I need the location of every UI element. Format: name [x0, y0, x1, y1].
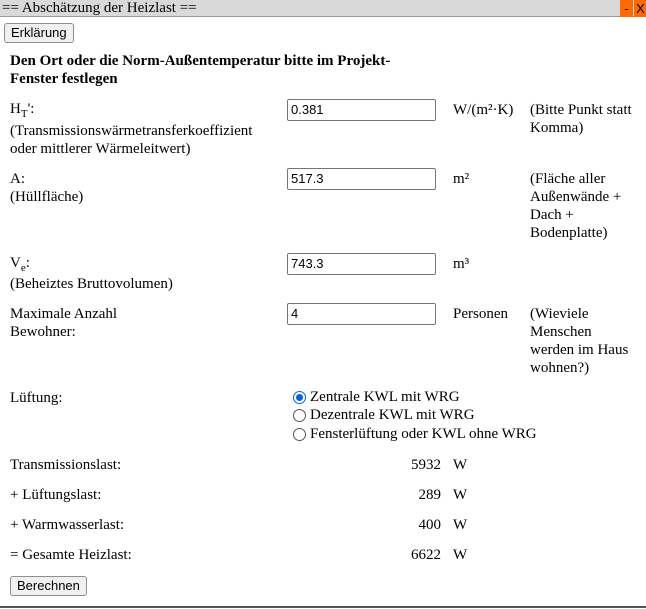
- transmission-load-label: Transmissionslast:: [10, 457, 122, 473]
- residents-note-line4: wohnen?): [530, 360, 590, 376]
- a-note-line2: Außenwände +: [530, 189, 622, 205]
- radio-label-central-ventilation[interactable]: Zentrale KWL mit WRG: [310, 389, 460, 405]
- ve-input[interactable]: 743.3: [287, 253, 436, 275]
- ventilation-load-value: 289: [418, 487, 441, 503]
- a-label: A:: [10, 171, 25, 187]
- ventilation-load-label: + Lüftungslast:: [10, 487, 102, 503]
- total-heating-load-label: = Gesamte Heizlast:: [10, 547, 132, 563]
- ventilation-load-unit: W: [453, 487, 468, 503]
- window-title: == Abschätzung der Heizlast ==: [2, 0, 197, 16]
- ht-note-line1: (Bitte Punkt statt: [530, 102, 632, 118]
- transmission-load-value: 5932: [411, 457, 441, 473]
- ht-suffix: ':: [27, 101, 35, 117]
- a-note-line4: Bodenplatte): [530, 225, 608, 241]
- total-heating-load-unit: W: [453, 547, 468, 563]
- a-unit: m²: [453, 171, 470, 187]
- ht-symbol: H: [10, 101, 21, 117]
- ht-unit: W/(m²·K): [453, 102, 514, 118]
- ve-description: (Beheiztes Bruttovolumen): [10, 276, 173, 292]
- residents-label-line1: Maximale Anzahl: [10, 306, 118, 322]
- residents-label-line2: Bewohner:: [10, 324, 76, 340]
- a-input[interactable]: 517.3: [287, 168, 436, 190]
- radio-label-decentral-ventilation[interactable]: Dezentrale KWL mit WRG: [310, 407, 475, 423]
- hot-water-load-label: + Warmwasserlast:: [10, 517, 125, 533]
- intro-text-line2: Fenster festlegen: [10, 71, 118, 87]
- radio-central-ventilation[interactable]: [293, 391, 306, 404]
- ve-label: [10, 254, 30, 277]
- window-bottom-border: [0, 606, 646, 608]
- title-bar: [0, 0, 646, 17]
- residents-input[interactable]: 4: [287, 303, 436, 325]
- radio-label-window-ventilation[interactable]: Fensterlüftung oder KWL ohne WRG: [310, 426, 537, 442]
- ve-unit: m³: [453, 256, 470, 272]
- ht-subscript: T: [20, 108, 28, 120]
- calculate-button[interactable]: Berechnen: [10, 576, 87, 596]
- a-description: (Hüllfläche): [10, 189, 84, 205]
- hot-water-load-value: 400: [418, 517, 441, 533]
- ve-subscript: e: [20, 262, 26, 274]
- ve-symbol: V: [10, 255, 21, 271]
- total-heating-load-value: 6622: [411, 547, 441, 563]
- radio-decentral-ventilation[interactable]: [293, 409, 306, 422]
- residents-note-line2: Menschen: [530, 324, 592, 340]
- a-note-line1: (Fläche aller: [530, 171, 606, 187]
- intro-text-line1: Den Ort oder die Norm-Außentemperatur bitte im Projekt-: [10, 53, 391, 69]
- explain-button[interactable]: Erklärung: [4, 23, 74, 43]
- ht-input[interactable]: 0.381: [287, 99, 436, 121]
- a-note-line3: Dach +: [530, 207, 574, 223]
- residents-note-line1: (Wieviele: [530, 306, 589, 322]
- ventilation-label: Lüftung:: [10, 390, 63, 406]
- close-button[interactable]: X: [634, 0, 646, 17]
- ht-description-line1: (Transmissionswärmetransferkoeffizient: [10, 123, 253, 139]
- ht-description-line2: oder mittlerer Wärmeleitwert): [10, 141, 191, 157]
- minimize-button[interactable]: -: [620, 0, 633, 17]
- hot-water-load-unit: W: [453, 517, 468, 533]
- transmission-load-unit: W: [453, 457, 468, 473]
- residents-unit: Personen: [453, 306, 508, 322]
- ht-note-line2: Komma): [530, 120, 584, 136]
- residents-note-line3: werden im Haus: [530, 342, 629, 358]
- ve-suffix: :: [25, 255, 30, 271]
- ht-label: [10, 100, 34, 123]
- radio-window-ventilation[interactable]: [293, 428, 306, 441]
